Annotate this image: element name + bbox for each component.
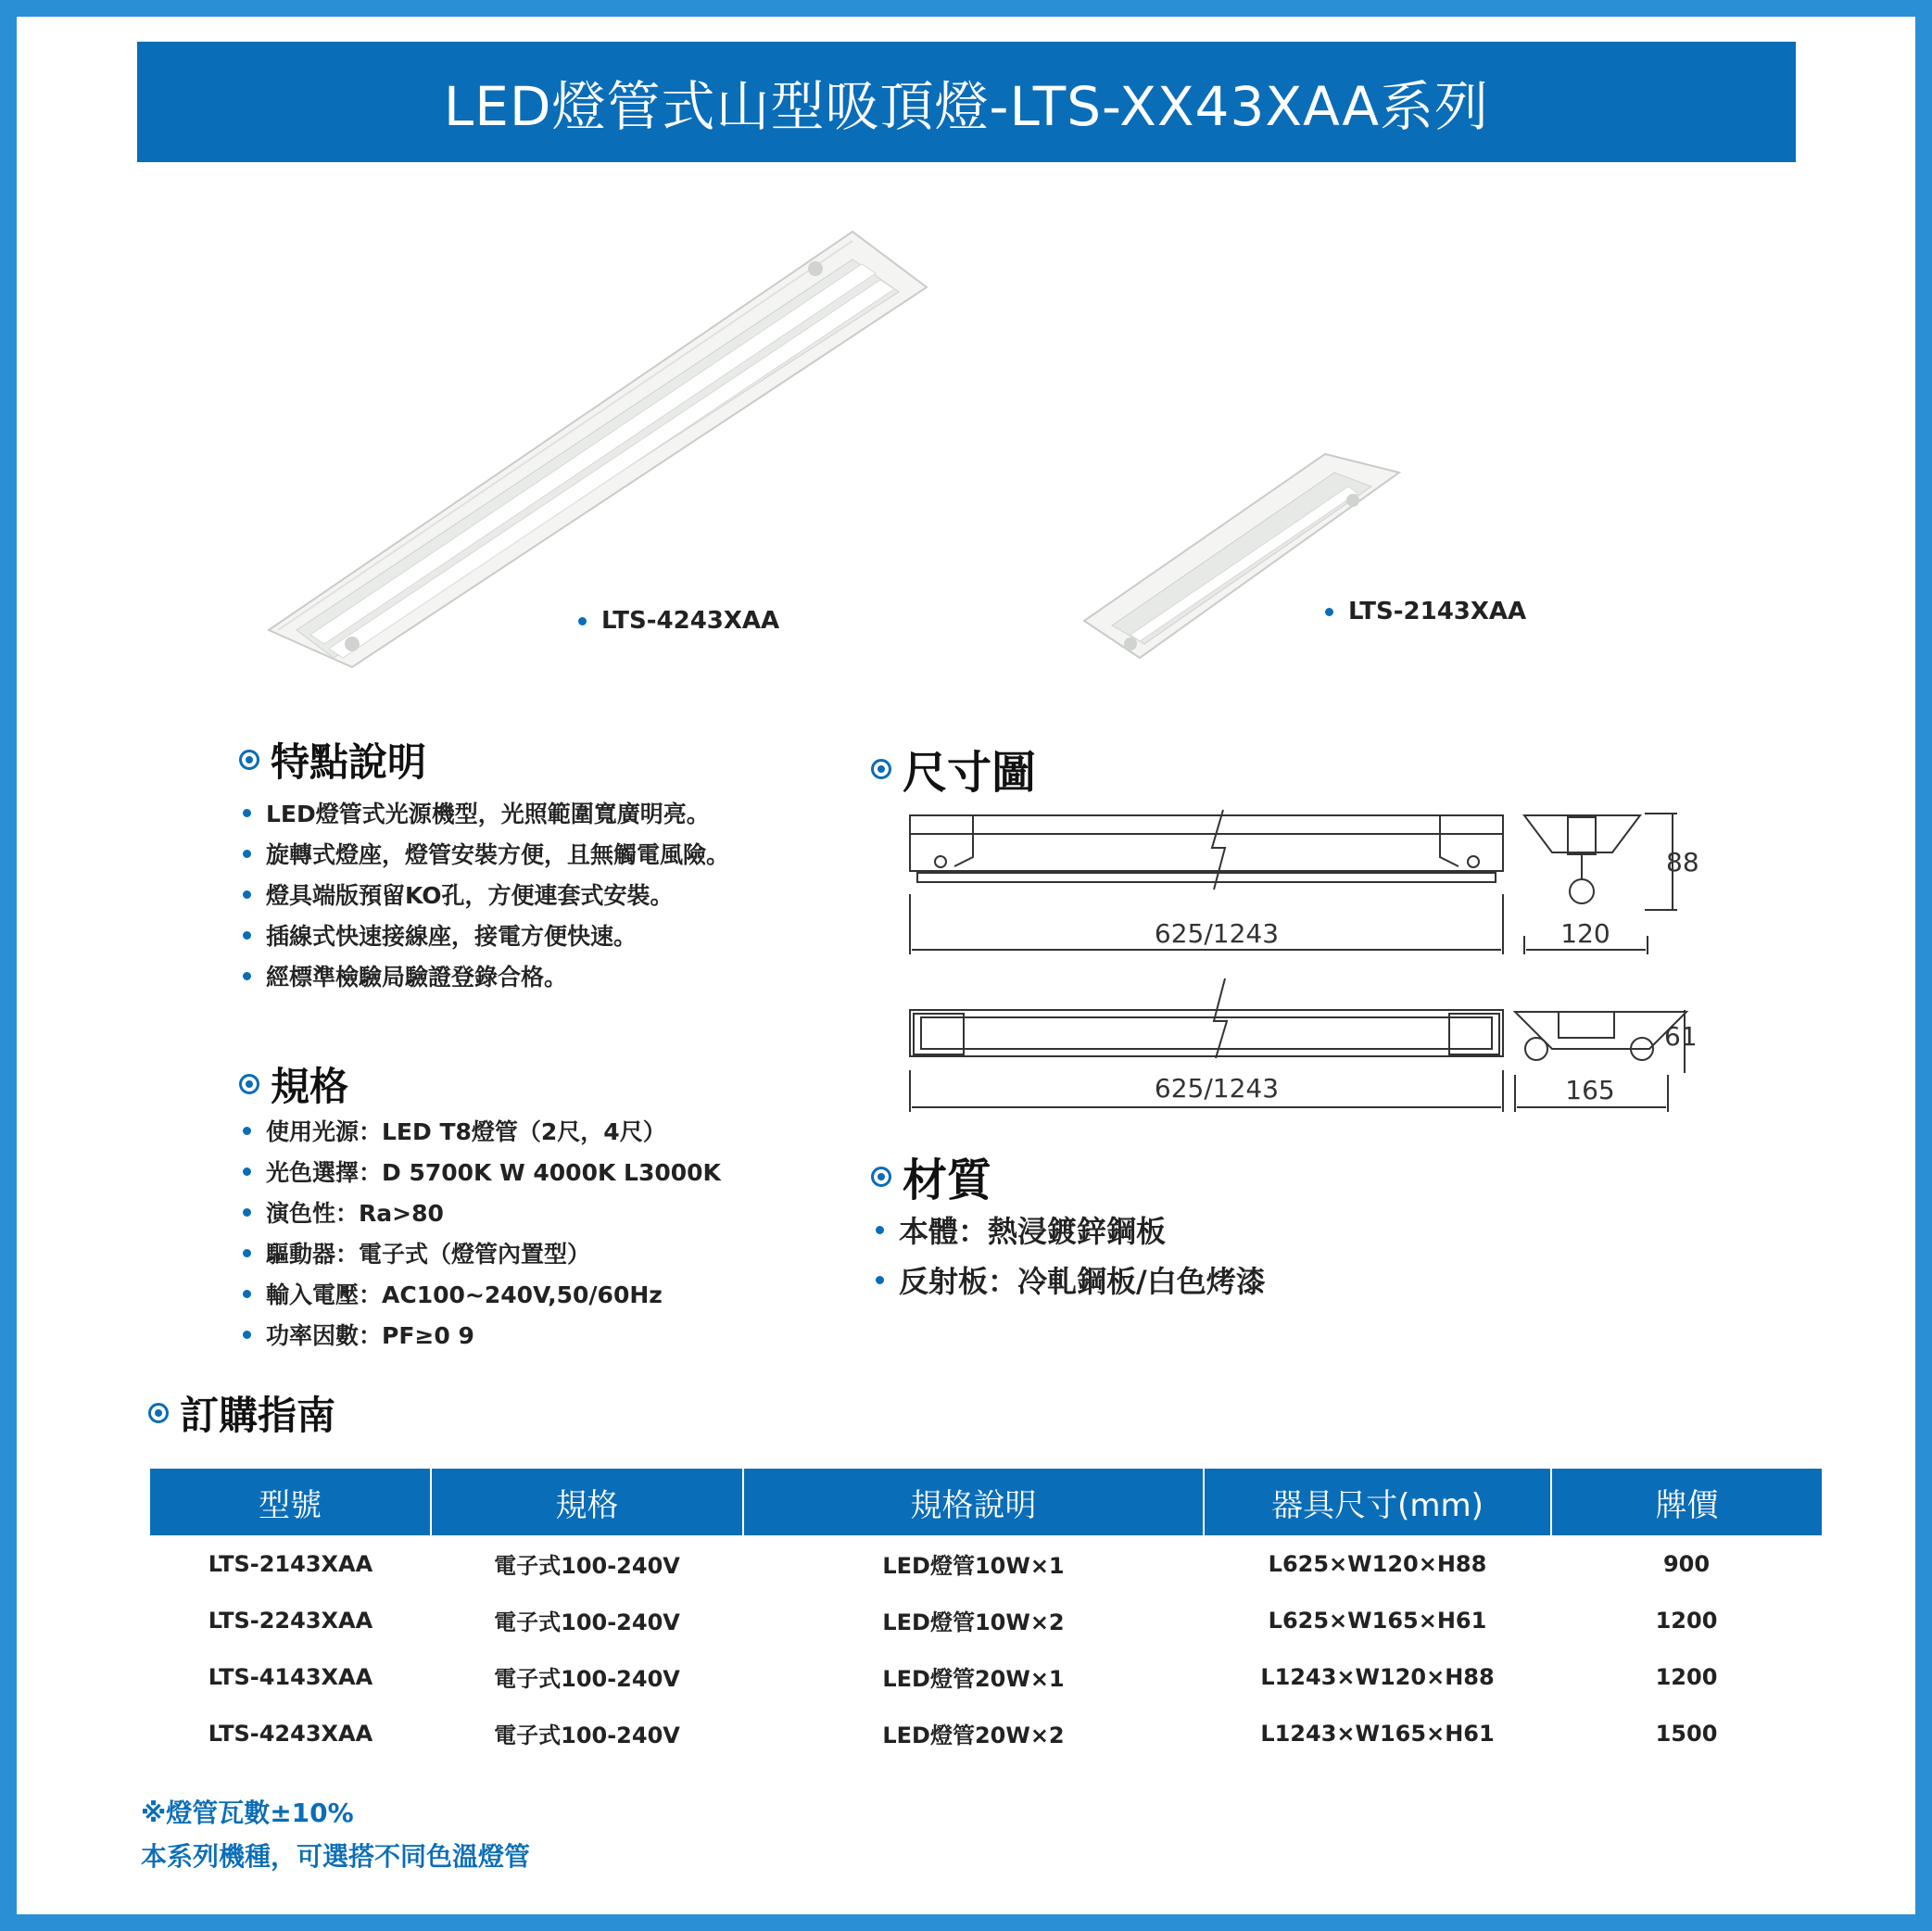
section-icon [871,759,891,779]
dimension-drawing [899,806,1699,1112]
table-cell: 1200 [1655,1607,1718,1634]
bullet-icon [243,809,251,817]
list-item: 經標準檢驗局驗證登錄合格。 [243,955,729,996]
table-row [150,1705,1822,1761]
section-icon [239,1074,259,1094]
material-list [876,1205,1266,1305]
list-item: 旋轉式燈座，燈管安裝方便，且無觸電風險。 [243,833,729,874]
page-title: LED燈管式山型吸頂燈-LTS-XX43XAA系列 [137,42,1796,162]
table-cell: L625×W120×H88 [1268,1550,1487,1577]
bullet-icon [578,617,587,625]
list-item: 反射板：冷軋鋼板/白色烤漆 [876,1255,1266,1305]
table-cell: LTS-4143XAA [208,1663,373,1690]
dimension-top-height: 88 [1666,847,1699,877]
table-cell: LTS-4243XAA [208,1720,373,1747]
list-item: 插線式快速接線座，接電方便快速。 [243,915,729,955]
list-item: 使用光源：LED T8燈管（2尺，4尺） [243,1110,721,1151]
bullet-icon [243,890,251,899]
table-cell: L625×W165×H61 [1268,1607,1487,1634]
list-item: 輸入電壓：AC100~240V,50/60Hz [243,1273,721,1314]
dimension-bottom-length: 625/1243 [1154,1073,1280,1104]
table-header-row [150,1469,1822,1535]
specs-heading: 規格 [239,1056,348,1112]
table-cell: 1500 [1655,1720,1718,1747]
column-header: 規格說明 [743,1469,1204,1535]
material-heading: 材質 [871,1144,991,1208]
dimension-bottom-height: 61 [1664,1021,1698,1052]
list-item: 功率因數：PF≥0 9 [243,1314,721,1355]
table-cell: LED燈管10W×1 [882,1553,1065,1579]
table-cell: 電子式100-240V [494,1723,680,1748]
table-cell: LED燈管20W×1 [882,1666,1065,1692]
bullet-icon [1325,608,1333,616]
list-item: 演色性：Ra>80 [243,1192,721,1232]
note-color-temp: 本系列機種，可選搭不同色溫燈管 [141,1841,531,1872]
bullet-icon [243,1167,251,1176]
list-item: 驅動器：電子式（燈管內置型） [243,1232,721,1273]
column-header: 型號 [150,1469,431,1535]
column-header: 牌價 [1551,1469,1822,1535]
column-header: 規格 [431,1469,743,1535]
dimension-bottom-width: 165 [1565,1075,1615,1105]
bullet-icon [876,1276,884,1284]
table-cell: LED燈管10W×2 [882,1609,1065,1635]
specs-list [243,1110,721,1355]
dimension-top-width: 120 [1560,918,1610,949]
bullet-icon [243,1208,251,1217]
note-wattage: ※燈管瓦數±10% [141,1798,354,1828]
table-cell: LED燈管20W×2 [882,1723,1065,1748]
dimensions-heading: 尺寸圖 [871,737,1036,801]
bullet-icon [243,972,251,980]
dimension-top-length: 625/1243 [1154,918,1280,949]
order-table [150,1469,1822,1761]
bullet-icon [243,931,251,940]
bullet-icon [243,1290,251,1298]
table-cell: 電子式100-240V [494,1609,680,1635]
section-icon [148,1403,169,1423]
order-heading: 訂購指南 [148,1385,335,1441]
bullet-icon [243,1249,251,1257]
table-cell: L1243×W120×H88 [1260,1663,1495,1690]
table-row [150,1535,1822,1592]
list-item: 燈具端版預留KO孔，方便連套式安裝。 [243,874,729,915]
product-caption-single: LTS-2143XAA [1325,598,1526,625]
table-cell: 900 [1662,1550,1711,1577]
section-icon [239,750,259,770]
product-image-single [1075,445,1408,667]
table-row [150,1592,1822,1648]
table-cell: L1243×W165×H61 [1260,1720,1495,1747]
product-caption-double: LTS-4243XAA [578,607,779,635]
column-header: 器具尺寸(mm) [1204,1469,1551,1535]
features-list [243,792,729,996]
bullet-icon [243,1127,251,1135]
bullet-icon [243,850,251,858]
list-item: 本體：熱浸鍍鋅鋼板 [876,1205,1266,1255]
table-cell: LTS-2243XAA [208,1607,373,1634]
table-cell: 1200 [1655,1663,1718,1690]
table-cell: LTS-2143XAA [208,1550,373,1577]
table-cell: 電子式100-240V [494,1553,680,1579]
section-icon [871,1167,891,1187]
list-item: LED燈管式光源機型，光照範圍寬廣明亮。 [243,792,729,833]
table-cell: 電子式100-240V [494,1666,680,1692]
table-row [150,1648,1822,1705]
features-heading: 特點說明 [239,732,426,788]
bullet-icon [876,1226,884,1234]
bullet-icon [243,1331,251,1339]
list-item: 光色選擇：D 5700K W 4000K L3000K [243,1151,721,1192]
